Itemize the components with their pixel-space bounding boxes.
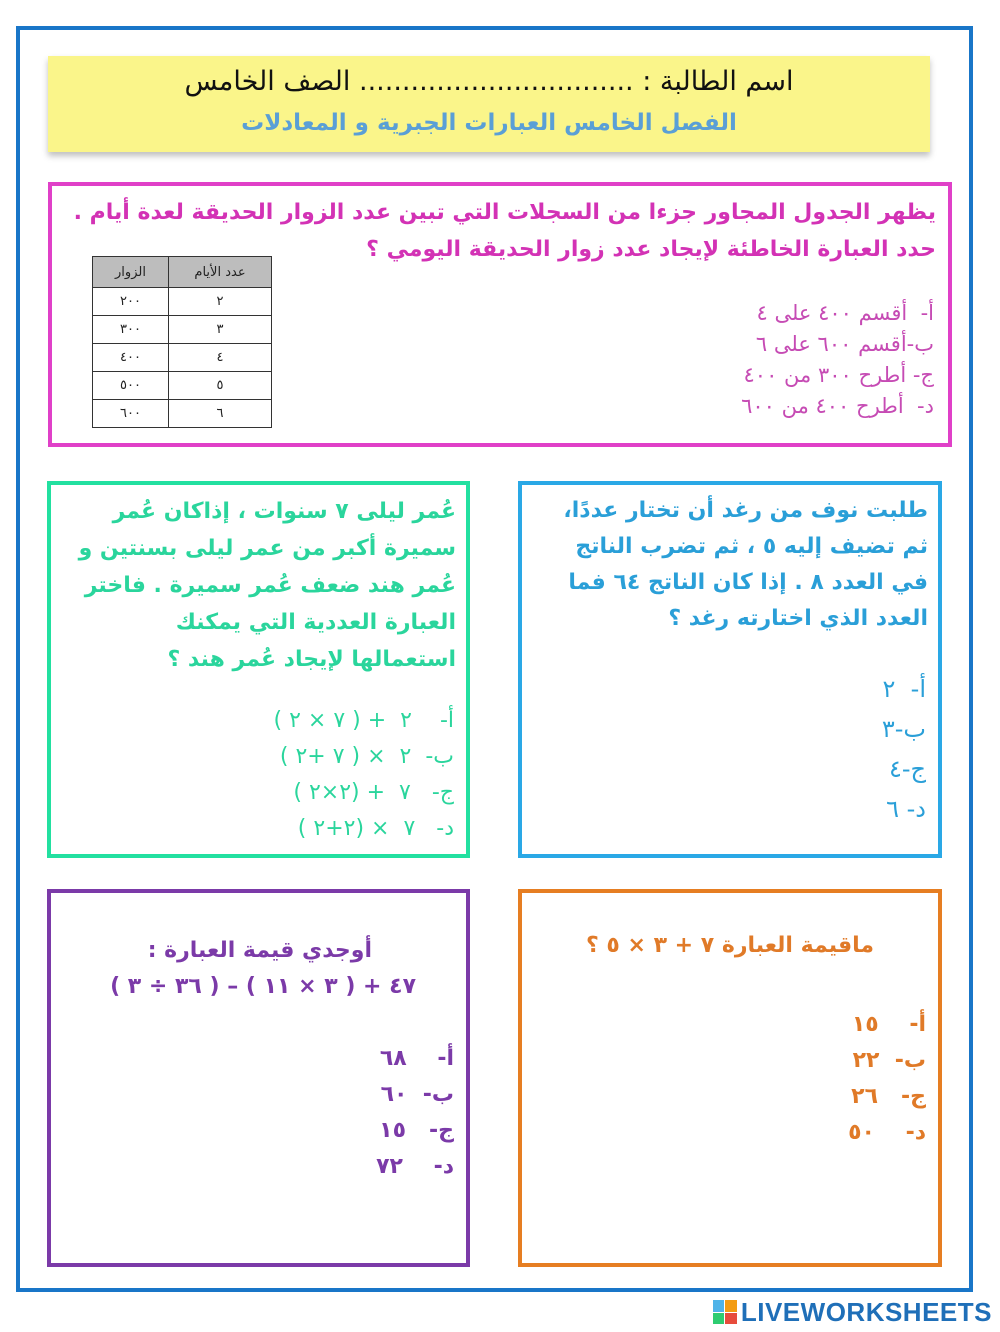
question-3-box — [518, 481, 942, 858]
question-2-option-b[interactable]: ب- ٢ × ( ٧ +٢ ) — [279, 744, 454, 769]
question-5-option-c[interactable]: ج- ٢٦ — [851, 1084, 926, 1109]
days-cell: ٥ — [169, 372, 272, 400]
question-2-option-c[interactable]: ج- ٧ + (٢×٢ ) — [293, 780, 454, 805]
question-2-options — [273, 703, 454, 847]
question-2-line-1: عُمر ليلى ٧ سنوات ، إذاكان عُمر — [112, 499, 456, 524]
visitors-cell: ٤٠٠ — [93, 344, 169, 372]
visitors-cell: ٦٠٠ — [93, 400, 169, 428]
question-2-option-d[interactable]: د- ٧ × (٢+٢ ) — [297, 816, 454, 841]
visitors-table-header — [93, 257, 272, 288]
table-row — [93, 372, 272, 400]
liveworksheets-brand-text: LIVEWORKSHEETS — [740, 1296, 992, 1327]
question-4-options — [376, 1041, 454, 1185]
table-row — [93, 400, 272, 428]
question-1-option-d[interactable]: د- أطرح ٤٠٠ من ٦٠٠ — [741, 394, 934, 418]
question-1-line-1: يظهر الجدول المجاور جزءا من السجلات التي تبين عدد الزوار الحديقة لعدة أيام . — [73, 200, 936, 225]
question-1-option-a[interactable]: أ- أقسم ٤٠٠ على ٤ — [756, 301, 934, 325]
question-2-line-5: استعمالها لإيجاد عُمر هند ؟ — [167, 647, 456, 672]
question-4-option-a[interactable]: أ- ٦٨ — [379, 1046, 454, 1071]
days-cell: ٢ — [169, 288, 272, 316]
question-1-line-2: حدد العبارة الخاطئة لإيجاد عدد زوار الحديقة اليومي ؟ — [366, 237, 936, 262]
question-1-box — [48, 182, 952, 447]
days-cell: ٦ — [169, 400, 272, 428]
question-5-options — [848, 1007, 926, 1151]
question-5-text: ماقيمة العبارة ٧ + ٣ × ٥ ؟ — [585, 933, 874, 958]
question-3-option-b[interactable]: ب-٣ — [881, 715, 926, 743]
question-3-options — [882, 669, 926, 829]
question-4-option-b[interactable]: ب- ٦٠ — [380, 1082, 454, 1107]
question-2-line-3: عُمر هند ضعف عُمر سميرة . فاختر — [84, 573, 456, 598]
chapter-title: الفصل الخامس العبارات الجبرية و المعادلات — [241, 110, 737, 136]
question-2-text — [56, 493, 456, 678]
question-2-box — [47, 481, 470, 858]
question-3-option-c[interactable]: ج-٤ — [888, 755, 926, 783]
student-name-line: اسم الطالبة : ................................ الصف الخامس — [184, 66, 794, 97]
question-5-option-b[interactable]: ب- ٢٢ — [852, 1048, 926, 1073]
visitors-cell: ٢٠٠ — [93, 288, 169, 316]
question-2-line-2: سميرة أكبر من عمر ليلى بسنتين و — [78, 536, 456, 561]
question-3-line-4: العدد الذي اختارته رغد ؟ — [668, 606, 928, 631]
question-4-option-d[interactable]: د- ٧٢ — [376, 1154, 454, 1179]
liveworksheets-logo-icon — [713, 1300, 737, 1324]
question-4-option-c[interactable]: ج- ١٥ — [379, 1118, 454, 1143]
question-1-option-c[interactable]: ج- أطرح ٣٠٠ من ٤٠٠ — [743, 363, 934, 387]
question-3-line-2: ثم تضيف إليه ٥ ، ثم تضرب الناتج — [575, 534, 928, 559]
question-3-text — [528, 493, 928, 637]
question-3-line-1: طلبت نوف من رغد أن تختار عددًا، — [563, 498, 928, 523]
question-3-line-3: في العدد ٨ . إذا كان الناتج ٦٤ فما — [568, 570, 928, 595]
question-1-option-b[interactable]: ب-أقسم ٦٠٠ على ٦ — [755, 332, 934, 356]
table-row — [93, 344, 272, 372]
visitors-cell: ٣٠٠ — [93, 316, 169, 344]
question-2-line-4: العبارة العددية التي يمكنك — [175, 610, 456, 635]
table-row — [93, 316, 272, 344]
question-5-option-d[interactable]: د- ٥٠ — [848, 1120, 926, 1145]
question-4-box — [47, 889, 470, 1267]
table-row — [93, 288, 272, 316]
visitors-cell: ٥٠٠ — [93, 372, 169, 400]
question-5-box — [518, 889, 942, 1267]
question-3-option-d[interactable]: د- ٦ — [886, 795, 926, 823]
question-5-option-a[interactable]: أ- ١٥ — [851, 1012, 926, 1037]
liveworksheets-logo[interactable] — [713, 1296, 992, 1328]
question-4-prompt: أوجدي قيمة العبارة : — [147, 938, 372, 963]
visitors-column-header: الزوار — [93, 257, 169, 288]
question-1-options — [741, 298, 934, 422]
days-cell: ٤ — [169, 344, 272, 372]
question-4-expression: ٤٧ + ( ٣ × ١١ ) – ( ٣٦ ÷ ٣ ) — [110, 974, 416, 999]
question-4-text — [56, 933, 456, 1005]
days-cell: ٣ — [169, 316, 272, 344]
question-3-option-a[interactable]: أ- ٢ — [882, 675, 926, 703]
worksheet-header — [48, 56, 930, 152]
question-2-option-a[interactable]: أ- ٢ + ( ٧ × ٢ ) — [273, 708, 454, 733]
visitors-table — [92, 256, 272, 428]
days-column-header: عدد الأيام — [169, 257, 272, 288]
